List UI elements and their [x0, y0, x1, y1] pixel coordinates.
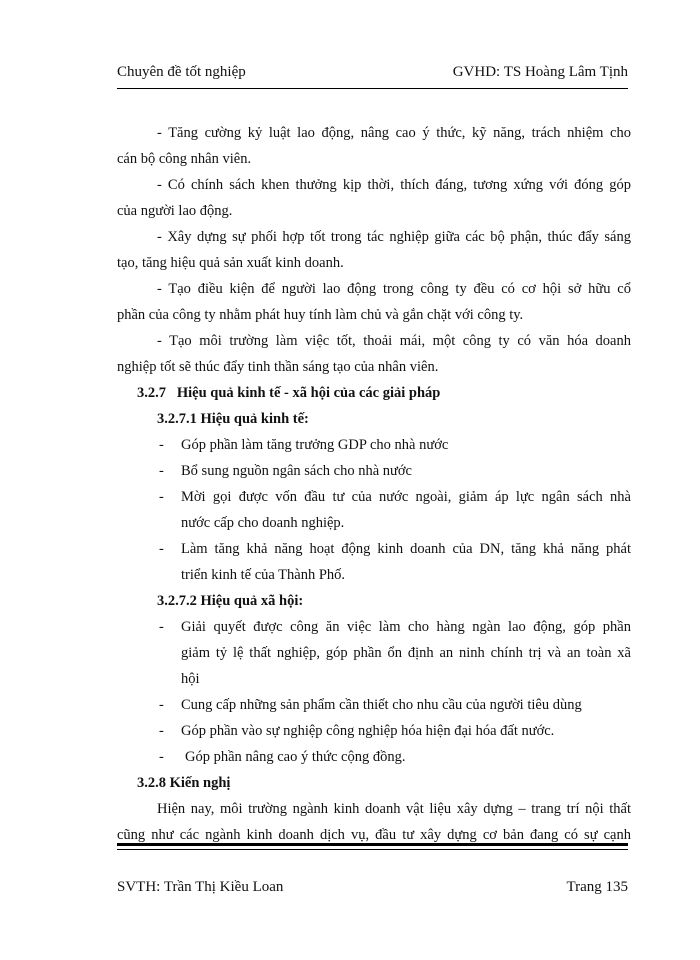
section-heading-3-2-8: 3.2.8 Kiến nghị [137, 775, 231, 791]
paragraph-line: của người lao động. [117, 203, 233, 219]
list-item-text: Cung cấp những sản phẩm cần thiết cho nhu cầu của người tiêu dùng [181, 697, 582, 713]
subsection-heading-3-2-7-1: 3.2.7.1 Hiệu quả kinh tế: [157, 411, 309, 427]
list-item-continuation: triển kinh tế của Thành Phố. [181, 567, 346, 583]
list-item [117, 694, 631, 716]
paragraph-line: - Tạo điều kiện để người lao động trong công ty đều có cơ hội sở hữu cổ [157, 281, 631, 297]
paragraph-line: phần của công ty nhằm phát huy tính làm chủ và gắn chặt với công ty. [117, 307, 524, 323]
page-header [117, 64, 628, 86]
footer-rule-thick [117, 843, 628, 846]
list-item-text: Góp phần vào sự nghiệp công nghiệp hóa hiện đại hóa đất nước. [181, 723, 555, 739]
paragraph-line: - Xây dựng sự phối hợp tốt trong tác nghiệp giữa các bộ phận, thúc đẩy sáng [157, 229, 631, 245]
list-item-text: Mời gọi được vốn đầu tư của nước ngoài, giảm áp lực ngân sách nhà [181, 489, 631, 505]
paragraph-line: nghiệp tốt sẽ thúc đẩy tinh thần sáng tạo của nhân viên. [117, 359, 439, 375]
list-dash: - [159, 619, 164, 635]
paragraph-line: cũng như các ngành kinh doanh dịch vụ, đầu tư xây dựng cơ bản đang có sự cạnh [117, 827, 631, 843]
paragraph-line: cán bộ công nhân viên. [117, 151, 252, 167]
header-title: Chuyên đề tốt nghiệp [117, 64, 246, 80]
list-dash: - [159, 697, 164, 713]
list-item-text: Góp phần nâng cao ý thức cộng đồng. [185, 749, 406, 765]
list-dash: - [159, 437, 164, 453]
list-item [117, 486, 631, 508]
list-item-text: Góp phần làm tăng trưởng GDP cho nhà nước [181, 437, 449, 453]
list-item [117, 616, 631, 638]
list-dash: - [159, 463, 164, 479]
list-dash: - [159, 723, 164, 739]
list-item [117, 720, 631, 742]
list-item-continuation: nước cấp cho doanh nghiệp. [181, 515, 345, 531]
list-item-text: Làm tăng khả năng hoạt động kinh doanh của DN, tăng khả năng phát [181, 541, 631, 557]
list-dash: - [159, 749, 164, 765]
paragraph-line: - Tăng cường kỷ luật lao động, nâng cao ý thức, kỹ năng, trách nhiệm cho [157, 125, 631, 141]
list-item [117, 460, 631, 482]
subsection-heading-3-2-7-2: 3.2.7.2 Hiệu quả xã hội: [157, 593, 304, 609]
header-advisor: GVHD: TS Hoàng Lâm Tịnh [452, 64, 628, 80]
page-footer [117, 879, 628, 901]
list-item-text: Giải quyết được công ăn việc làm cho hàng ngàn lao động, góp phần [181, 619, 631, 635]
list-item-text: Bổ sung nguồn ngân sách cho nhà nước [181, 463, 412, 479]
header-rule [117, 88, 628, 89]
list-item [117, 434, 631, 456]
paragraph-line: tạo, tăng hiệu quả sản xuất kinh doanh. [117, 255, 344, 271]
paragraph-line: - Có chính sách khen thưởng kịp thời, thích đáng, tương xứng với đóng góp [157, 177, 631, 193]
list-item-continuation: giảm tỷ lệ thất nghiệp, góp phần ổn định an ninh chính trị và an toàn xã [181, 645, 631, 661]
footer-author: SVTH: Trần Thị Kiều Loan [117, 879, 284, 895]
section-heading-3-2-7: 3.2.7 Hiệu quả kinh tế - xã hội của các giải pháp [137, 385, 441, 401]
list-dash: - [159, 541, 164, 557]
list-dash: - [159, 489, 164, 505]
paragraph-line: - Tạo môi trường làm việc tốt, thoải mái, một công ty có văn hóa doanh [157, 333, 631, 349]
page-number: Trang 135 [566, 879, 628, 895]
paragraph-line: Hiện nay, môi trường ngành kinh doanh vật liệu xây dựng – trang trí nội thất [157, 801, 631, 817]
list-item [117, 746, 631, 768]
list-item-continuation: hội [181, 671, 200, 687]
footer-rule-thin [117, 849, 628, 850]
list-item [117, 538, 631, 560]
